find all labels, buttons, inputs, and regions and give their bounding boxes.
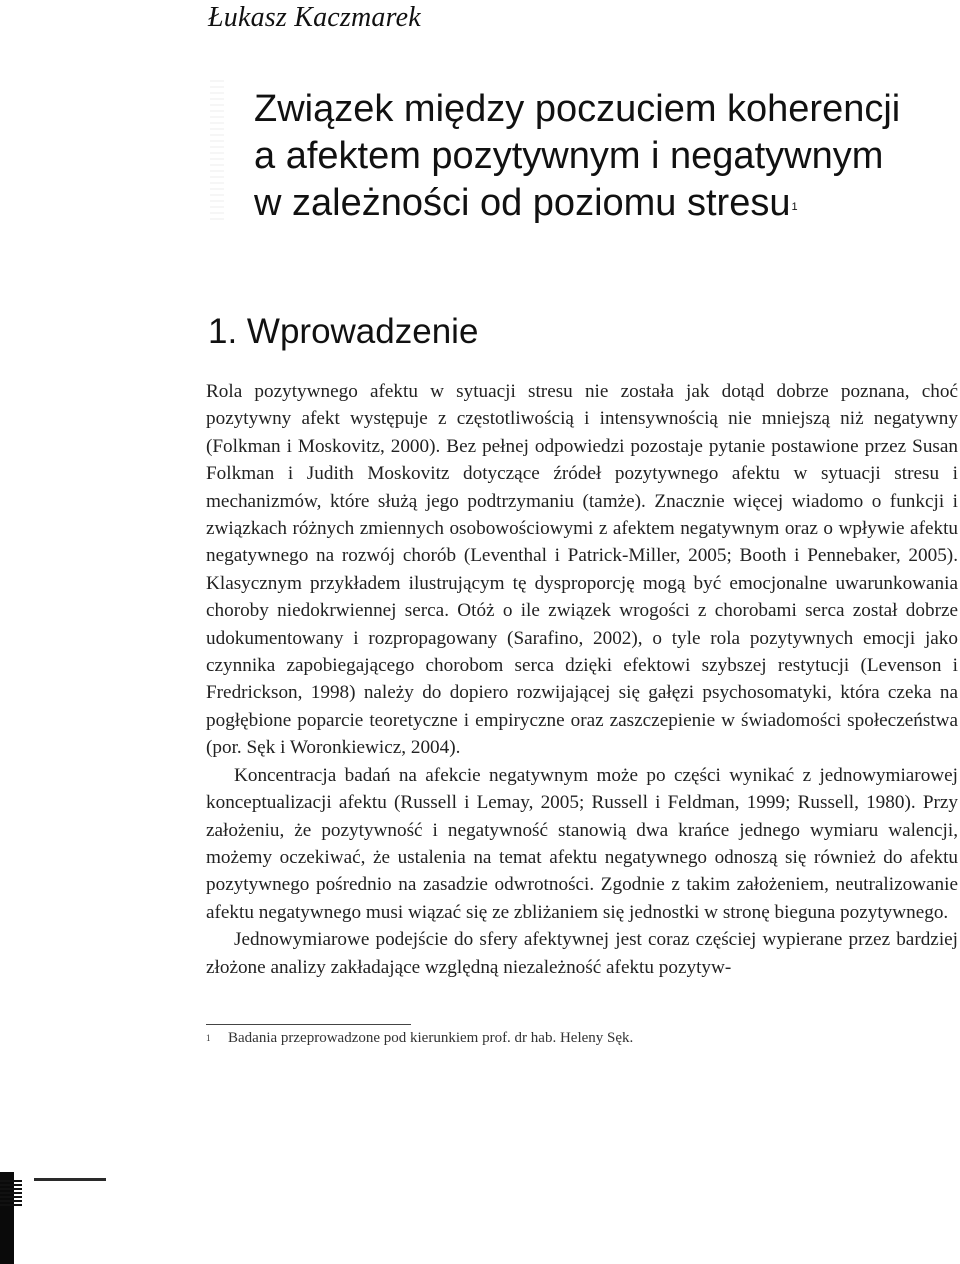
paragraph-1: Rola pozytywnego afektu w sytuacji stresu nie została jak dotąd dobrze poznana, choć pozytywny afekt występuje z częstotliwością i intensywnością nie mniejszą niż negatywny (Folkman i Moskovitz, 2000). Bez pełnej odpowiedzi pozostaje pytanie postawione przez Susan Folkman i Judith Moskovitz dotyczące źródeł pozytywnego afektu w sytuacji stresu i mechanizmów, które służą jego podtrzymaniu (tamże). Znacznie więcej wiadomo o funkcji i związkach różnych zmiennych osobowościowymi z afektem negatywnym oraz o wpływie afektu negatywnego na rozwój chorób (Leventhal i Patrick-Miller, 2005; Booth i Pennebaker, 2005). Klasycznym przykładem ilustrującym tę dysproporcję mogą być emocjonalne uwarunkowania choroby niedokrwiennej serca. Otóż o ile związek wrogości z chorobami serca został dobrze udokumentowany i rozpropagowany (Sarafino, 2002), o tyle rola pozytywnych emocji jako czynnika zapobiegającego chorobom serca dzięki efektowi szybszej restytucji (Levenson i Fredrickson, 1998) należy do dopiero rozwijającej się gałęzi psychosomatyki, która czeka na pogłębione poparcie teoretyczne i empiryczne oraz zaszczepienie w świadomości społeczeństwa (por. Sęk i Woronkiewicz, 2004). bbox=[206, 381, 958, 759]
scan-edge-ticks bbox=[0, 1180, 22, 1208]
article-title bbox=[254, 86, 944, 227]
title-line-1: Związek między poczuciem koherencji bbox=[254, 88, 901, 130]
article-body bbox=[206, 378, 958, 981]
scan-artifact-top bbox=[210, 80, 224, 220]
section-heading: 1. Wprowadzenie bbox=[208, 312, 479, 351]
paragraph-2: Koncentracja badań na afekcie negatywnym może po części wynikać z jednowymiarowej konceptualizacji afektu (Russell i Lemay, 2005; Russell i Feldman, 1999; Russell, 1980). Przy założeniu, że pozytywność i negatywność stanowią dwa krańce jednego wymiaru walencji, możemy oczekiwać, że ustalenia na temat afektu negatywnego odnoszą się również do afektu pozytywnego pośrednio na zasadzie odwrotności. Zgodnie z takim założeniem, neutralizowanie afektu negatywnego musi wiązać się ze zbliżaniem się jednostki w stronę bieguna pozytywnego. bbox=[206, 764, 958, 923]
author-name: Łukasz Kaczmarek bbox=[208, 2, 421, 33]
footnote-marker: 1 bbox=[206, 1033, 211, 1043]
title-line-3-text: w zależności od poziomu stresu bbox=[254, 182, 791, 224]
footnote bbox=[206, 1028, 958, 1048]
scan-edge-dash bbox=[34, 1178, 106, 1181]
footnote-text: Badania przeprowadzone pod kierunkiem prof. dr hab. Heleny Sęk. bbox=[228, 1030, 634, 1046]
title-line-2: a afektem pozytywnym i negatywnym bbox=[254, 135, 884, 177]
title-footnote-marker: 1 bbox=[791, 201, 798, 213]
footnote-divider bbox=[206, 1024, 411, 1025]
paragraph-3: Jednowymiarowe podejście do sfery afektywnej jest coraz częściej wypierane przez bardziej złożone analizy zakładające względną niezależność afektu pozytyw- bbox=[206, 929, 958, 978]
title-line-3 bbox=[254, 180, 944, 227]
